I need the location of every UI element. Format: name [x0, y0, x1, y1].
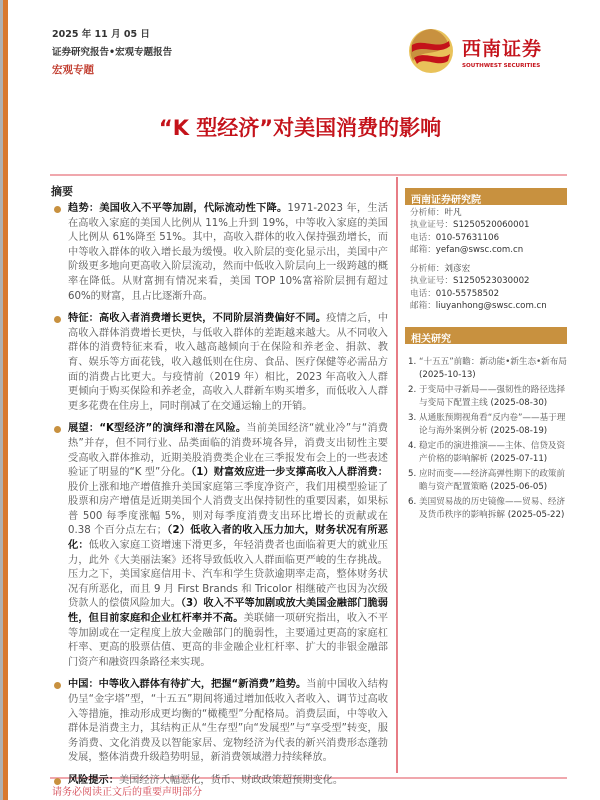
point-heading: （3）收入不平等加剧或放大美国金融部门脆弱性，但目前家庭和企业杠杆率并不高。 [68, 598, 388, 625]
label: 邮箱： [410, 244, 436, 255]
logo-emblem-icon [408, 28, 454, 74]
analyst-license: S1250523030002 [452, 276, 530, 287]
bullet-dot-icon [54, 206, 61, 213]
abstract-body [52, 202, 388, 797]
bullet-dot-icon [54, 426, 61, 433]
bullet-dot-icon [54, 316, 61, 323]
label: 电话： [410, 288, 436, 299]
item-title: 从通胀预期视角看“反内卷”——基于理论与海外案例分析 [419, 413, 566, 436]
related-item[interactable] [408, 468, 568, 494]
item-title: “十五五”前瞻：新动能•新生态•新布局 [419, 357, 567, 367]
related-item[interactable] [408, 356, 568, 382]
report-category: 宏观专题 [52, 64, 94, 76]
label: 电话： [410, 232, 436, 243]
column-divider [396, 177, 398, 773]
item-date: (2025-08-30) [490, 398, 548, 408]
abstract-bullet-features [52, 312, 388, 414]
analyst-email[interactable]: yefan@swsc.com.cn [435, 244, 524, 255]
item-date: (2025-05-22) [507, 510, 565, 520]
item-title: 美国贸易战的历史镜像——贸易、经济及货币秩序的影响拆解 [419, 497, 566, 520]
item-number: 2. [408, 385, 417, 395]
analyst-phone: 010-57631106 [435, 232, 500, 243]
report-title: “K 型经济”对美国消费的影响 [158, 116, 442, 140]
item-number: 4. [408, 441, 417, 451]
analyst-email[interactable]: liuyanhong@swsc.com.cn [435, 300, 547, 311]
related-research-list [408, 356, 568, 524]
related-item[interactable] [408, 440, 568, 466]
item-date: (2025-06-05) [490, 482, 548, 492]
footer-disclaimer: 请务必阅读正文后的重要声明部分 [52, 787, 202, 798]
bullet-heading: 中国：中等收入群体有待扩大，把握“新消费”趋势。 [68, 679, 307, 691]
bullet-heading: 特征：高收入者消费增长更快，不同阶层消费偏好不同。 [68, 313, 327, 325]
analyst-phone: 010-55758502 [435, 288, 500, 299]
bullet-heading: 趋势：美国收入不平等加剧，代际流动性下降。 [68, 203, 288, 214]
institute-header: 西南证券研究院 [405, 188, 567, 205]
label: 执业证号： [410, 276, 453, 287]
item-number: 6. [408, 497, 417, 507]
point-heading: （1）财富效应进一步支撑高收入人群消费： [191, 467, 388, 479]
company-logo [408, 26, 558, 76]
item-number: 5. [408, 469, 417, 479]
bullet-heading: 展望：“K型经济”的演绎和潜在风险。 [68, 423, 247, 435]
abstract-bullet-china [52, 678, 388, 766]
related-item[interactable] [408, 412, 568, 438]
item-number: 3. [408, 413, 417, 423]
item-title: 于变局中寻新局——强韧性的路径选择与变局下配置主线 [419, 385, 566, 408]
item-date: (2025-07-11) [490, 454, 548, 464]
bullet-text: 当前中国收入结构仍呈“金字塔”型，“十五五”期间将通过增加低收入者收入、调节过高收入等措施，推动形成更均衡的“橄榄型”分配格局。消费层面，中等收入群体是消费主力，其结构正从“生存型”向“发展型”与“享受型”转变，服务消费、文化消费及以智能家居、宠物经济为代表的新兴消费形态蓬勃发展，整体消费升级趋势明显，新消费领域潜力持续释放。 [68, 679, 389, 764]
related-item[interactable] [408, 384, 568, 410]
logo-name-cn: 西南证券 [462, 37, 543, 60]
logo-name-en: SOUTHWEST SECURITIES [462, 62, 541, 69]
item-number: 1. [408, 357, 417, 367]
top-divider [50, 174, 567, 176]
analyst-card [410, 263, 547, 312]
analyst-name: 叶凡 [444, 208, 462, 218]
label: 邮箱： [410, 300, 436, 311]
abstract-bullet-trend [52, 202, 388, 304]
item-title: 稳定币的演进推演——主体、信贷及资产价格的影响解析 [419, 441, 566, 464]
bullet-text: 当前美国经济“就业冷”与“消费热”并存，但不同行业、品类面临的消费环境各异，消费支出韧性主要受高收入群体推动，近期美股消费类企业在三季报发布会上的一些表述验证了明显的“K 型”分化。 [68, 423, 388, 479]
item-title: 应时而变——经济高弹性期下的政策前瞻与资产配置策略 [419, 469, 566, 492]
related-item[interactable] [408, 496, 568, 522]
related-research-header: 相关研究 [405, 327, 567, 344]
abstract-bullet-outlook [52, 422, 388, 670]
report-date: 2025 年 11 月 05 日 [52, 29, 150, 40]
point-text: 股价上涨和地产增值推升美国家庭第三季度净资产，我们用模型验证了股票和房产增值是近期美国个人消费支出保持韧性的重要因素，如果标普 500 每季度涨幅 5%，则对每季度消费支出环比增长的贡献或在 0.38 个百分点左右； [68, 481, 388, 537]
item-date: (2025-08-19) [490, 426, 548, 436]
abstract-heading: 摘要 [51, 185, 73, 198]
point-text: 低收入家庭工资增速下滑更多，年轻消费者也面临着更大的就业压力，此外《大美丽法案》还将导致低收入人群面临更严峻的生存挑战。压力之下，美国家庭信用卡、汽车和学生贷款逾期率走高，整体财务状况有所恶化，而且 9 月 First Brands 和 Tricolor 相继破产也因为次级贷款人的偿债风险加大。 [68, 540, 388, 610]
bullet-text: 美国经济大幅恶化，货币、财政政策超预期变化。 [118, 774, 344, 786]
report-type: 证券研究报告•宏观专题报告 [52, 47, 173, 58]
analyst-name: 刘彦宏 [444, 264, 471, 274]
item-date: (2025-10-13) [419, 370, 476, 380]
bullet-dot-icon [54, 682, 61, 689]
label: 分析师： [410, 264, 445, 274]
point-text: 美联储一项研究指出，收入不平等加剧或在一定程度上放大金融部门的脆弱性，主要通过更高的家庭杠杆率、更高的股票估值、更高的非金融企业杠杆率、扩大的非银金融部门资产和融资四条路径来实现。 [68, 613, 389, 668]
label: 执业证号： [410, 220, 453, 231]
point-heading: （2）低收入者的收入压力加大，财务状况有所恶化： [68, 525, 388, 552]
bullet-heading: 风险提示： [68, 774, 119, 786]
bullet-text: 疫情之后，中高收入群体消费增长更快，与低收入群体的差距越来越大。从不同收入群体的消费特征来看，收入越高越倾向于在保险和养老金、捐款、教育、娱乐等方面花钱，收入越低则在住房、食品、医疗保健等必需品方面的消费占比更大。与疫情前（2019 年）相比，2023 年高收入人群更倾向于购买保险和养老金，高收入人群新车购买增多，而低收入人群更多花费在住房上，同时削减了在交通运输上的开销。 [68, 313, 389, 412]
label: 分析师： [410, 208, 445, 218]
bullet-text: 1971-2023 年，生活在高收入家庭的美国人比例从 11%上升到 19%，中等收入家庭的美国人比例从 61%降至 51%。其中，高收入群体的收入保持强劲增长，而中等收入群体的收入增长最为缓慢。收入阶层的变化显示出，美国中产阶级更多地向更高收入阶层流动，然而中低收入阶层向上一级跨越的概率在降低。从财富拥有情况来看，美国 TOP 10%富裕阶层拥有超过 60%的财富，且占比逐渐升高。 [68, 203, 388, 302]
analyst-card [410, 207, 530, 256]
analyst-license: S1250520060001 [452, 220, 530, 231]
